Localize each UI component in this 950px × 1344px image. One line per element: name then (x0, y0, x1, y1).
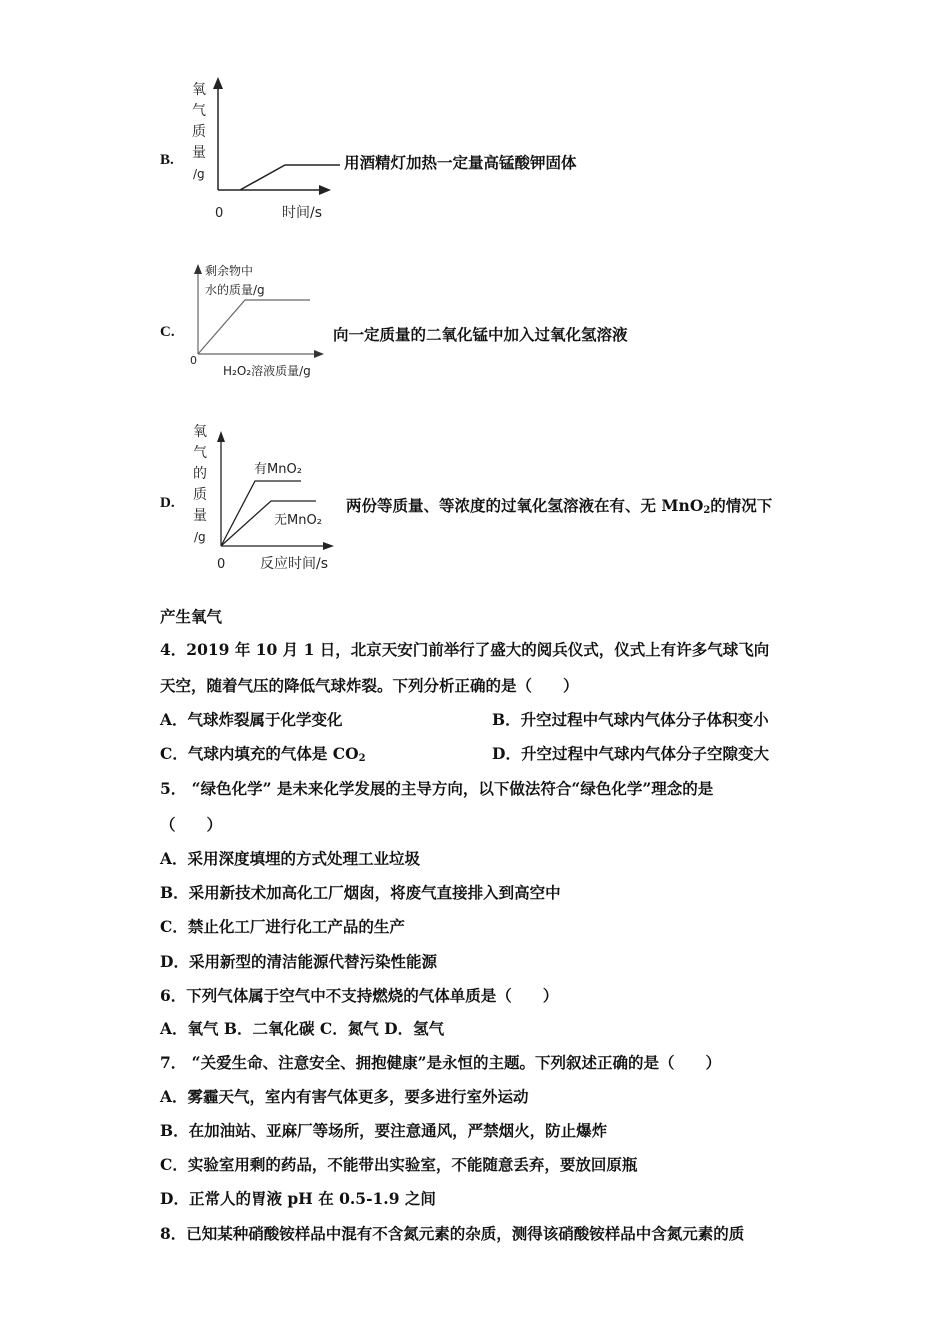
origin-label: 0 (190, 354, 197, 367)
origin-label: 0 (215, 206, 224, 221)
graph-d (188, 418, 348, 578)
y-label-unit: /g (193, 167, 205, 181)
origin-label: 0 (217, 557, 226, 572)
question-5-option-b: B．采用新技术加高化工厂烟囱，将废气直接排入到高空中 (160, 883, 561, 902)
question-5-stem: （ ） (160, 815, 223, 834)
svg-text:气: 气 (193, 445, 207, 461)
question-4-option-b: B．升空过程中气球内气体分子体积变小 (492, 710, 769, 729)
question-4-option-c: C．气球内填充的气体是 $CO_2$ (160, 744, 366, 764)
question-7-option-d: D．正常人的胃液 pH 在 0.5-1.9 之间 (160, 1189, 436, 1208)
graph-c (190, 262, 340, 382)
question-7-option-a: A．雾霾天气，室内有害气体更多，要多进行室外运动 (160, 1087, 529, 1106)
y-axis-label: 剩余物中 (205, 264, 254, 278)
question-4-option-a: A．气球炸裂属于化学变化 (160, 710, 343, 729)
x-axis-arrow (319, 185, 331, 195)
water-mass-curve (198, 300, 310, 354)
svg-text:质: 质 (193, 487, 207, 503)
oxygen-curve (240, 165, 340, 190)
y-label-char: 质 (192, 124, 206, 140)
option-d-description: 两份等质量、等浓度的过氧化氢溶液在有、无 MnO$_2$的情况下 (346, 496, 773, 516)
question-6-stem: 6．下列气体属于空气中不支持燃烧的气体单质是（ ） (160, 986, 559, 1005)
svg-text:/g: /g (194, 530, 206, 544)
question-6-options: A．氧气 B．二氧化碳 C．氮气 D．氢气 (160, 1019, 445, 1038)
option-b-description: 用酒精灯加热一定量高锰酸钾固体 (344, 153, 577, 172)
question-4-stem: 天空，随着气压的降低气球炸裂。下列分析正确的是（ ） (160, 676, 579, 695)
question-7-option-b: B．在加油站、亚麻厂等场所，要注意通风，严禁烟火，防止爆炸 (160, 1121, 608, 1140)
question-7-option-c: C．实验室用剩的药品，不能带出实验室，不能随意丢弃，要放回原瓶 (160, 1155, 638, 1174)
question-5-option-a: A．采用深度填埋的方式处理工业垃圾 (160, 849, 421, 868)
option-d-description-cont: 产生氧气 (160, 607, 223, 626)
option-c-description: 向一定质量的二氧化锰中加入过氧化氢溶液 (333, 325, 628, 344)
option-b-label: B. (160, 152, 174, 168)
series-label-without: 无MnO₂ (274, 513, 322, 528)
question-7-stem: 7． “关爱生命、注意安全、拥抱健康”是永恒的主题。下列叙述正确的是（ ） (160, 1053, 722, 1072)
question-5-option-d: D．采用新型的清洁能源代替污染性能源 (160, 952, 437, 971)
x-axis-label: 反应时间/s (260, 556, 329, 572)
x-axis-label: 时间/s (282, 205, 323, 221)
y-axis-label: 水的质量/g (205, 283, 265, 297)
question-5-stem: 5． “绿色化学” 是未来化学发展的主导方向，以下做法符合“绿色化学”理念的是 (160, 779, 714, 798)
svg-text:氧: 氧 (193, 424, 207, 440)
x-axis-label: H₂O₂溶液质量/g (223, 364, 311, 378)
question-4-stem: 4．2019 年 10 月 1 日，北京天安门前举行了盛大的阅兵仪式，仪式上有许多气球飞向 (160, 640, 770, 659)
graph-b (185, 75, 345, 225)
option-d-label: D. (160, 495, 175, 511)
svg-text:的: 的 (193, 466, 207, 482)
y-label-char: 氧 (192, 82, 206, 98)
y-label-char: 量 (192, 145, 206, 161)
y-label-char: 气 (192, 103, 206, 119)
question-4-option-d: D．升空过程中气球内气体分子空隙变大 (492, 744, 769, 763)
y-axis-arrow (213, 77, 223, 89)
svg-text:量: 量 (193, 508, 207, 524)
series-label-with: 有MnO₂ (254, 462, 302, 477)
question-8-stem: 8．已知某种硝酸铵样品中混有不含氮元素的杂质，测得该硝酸铵样品中含氮元素的质 (160, 1224, 745, 1243)
question-5-option-c: C．禁止化工厂进行化工产品的生产 (160, 917, 405, 936)
option-c-label: C. (160, 324, 175, 340)
